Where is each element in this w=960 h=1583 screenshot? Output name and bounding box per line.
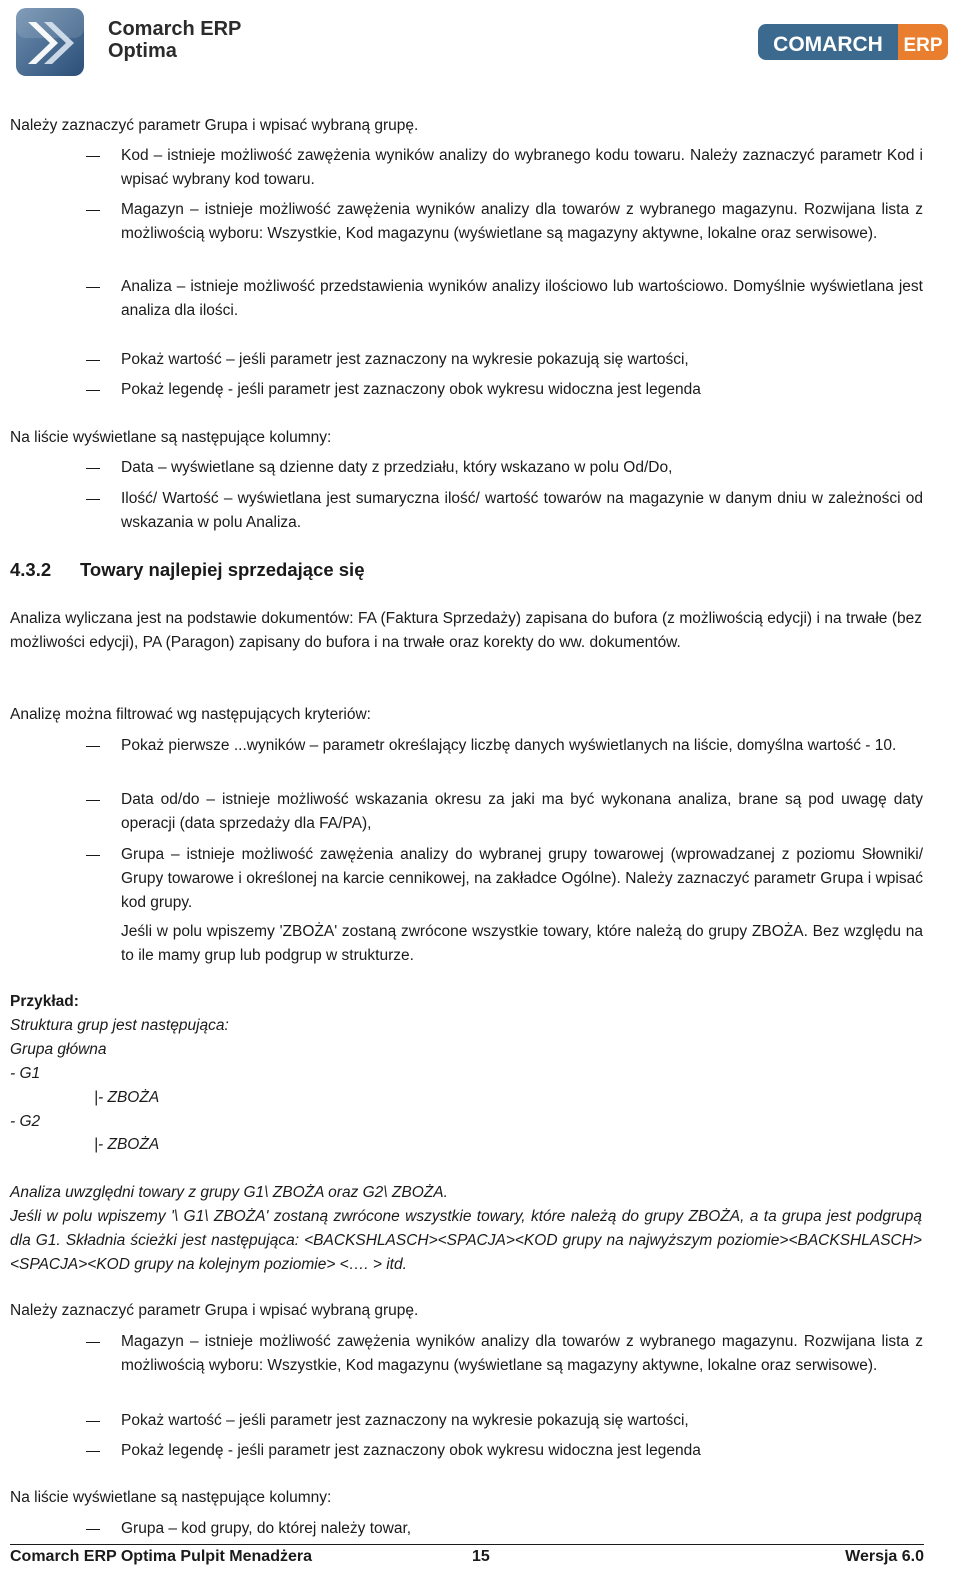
filter-item-grupa: Grupa – istnieje możliwość zawężenia analizy do wybranej grupy towarowej (wprowadzanej z poziomu Słowniki/ Grupy towarowe i określonej na karcie cennikowej, na zakładce Ogólne). Należy zaznaczyć parametr Grupa i wpisać kod grupy. <box>121 846 923 911</box>
example-line: |- ZBOŻA <box>94 1089 160 1106</box>
list-dash-icon <box>86 360 100 361</box>
list-dash-icon <box>86 1342 100 1343</box>
example-line: Struktura grup jest następująca: <box>10 1017 229 1034</box>
bottom-item-pokaz-wartosc: Pokaż wartość – jeśli parametr jest zaznaczony na wykresie pokazują się wartości, <box>121 1412 689 1429</box>
group-note: Jeśli w polu wpiszemy 'ZBOŻA' zostaną zwrócone wszystkie towary, które należą do grupy ZBOŻA. Bez względu na to ile mamy grup lub podgrup w strukturze. <box>121 923 923 964</box>
bottom-column-item-grupa: Grupa – kod grupy, do której należy towar, <box>121 1520 412 1537</box>
bottom-intro: Należy zaznaczyć parametr Grupa i wpisać wybraną grupę. <box>10 1302 419 1319</box>
list-dash-icon <box>86 855 100 856</box>
comarch-optima-logo-icon <box>14 6 88 80</box>
page-footer <box>10 1544 924 1570</box>
list-dash-icon <box>86 468 100 469</box>
section-heading <box>10 559 364 581</box>
product-name <box>108 18 241 62</box>
top-intro: Należy zaznaczyć parametr Grupa i wpisać wybraną grupę. <box>10 117 419 134</box>
section-title: Towary najlepiej sprzedające się <box>80 559 365 580</box>
column-item-ilosc-wartosc: Ilość/ Wartość – wyświetlana jest sumaryczna ilość/ wartość towarów na magazynie w danym dniu w zależności od wskazania w polu Analiza. <box>121 490 923 531</box>
example-result: Analiza uwzględni towary z grupy G1\ ZBOŻA oraz G2\ ZBOŻA. <box>10 1184 448 1201</box>
list-dash-icon <box>86 390 100 391</box>
list-dash-icon <box>86 1451 100 1452</box>
example-path-note: Jeśli w polu wpiszemy '\ G1\ ZBOŻA' zostaną zwrócone wszystkie towary, które należą do grupy ZBOŻA, a ta grupa jest podgrupą dla G1. Składnia ścieżki jest następująca: <BACKSHLASCH><SPACJA><KOD grupy na najwyższym poziomie><BACKSHLASCH><SPACJA><KOD grupy na kolejnym poziomie> <…. > itd. <box>10 1208 922 1273</box>
filter-item-data: Data od/do – istnieje możliwość wskazania okresu za jaki ma być wykonana analiza, brane są pod uwagę daty operacji (data sprzedaży dla FA/PA), <box>121 791 923 832</box>
list-item-pokaz-wartosc: Pokaż wartość – jeśli parametr jest zaznaczony na wykresie pokazują się wartości, <box>121 351 689 368</box>
section-intro: Analiza wyliczana jest na podstawie dokumentów: FA (Faktura Sprzedaży) zapisana do bufora (z możliwością edycji) i na trwałe (bez możliwości edycji), PA (Paragon) zapisany do bufora i na trwałe oraz korekty do ww. dokumentów. <box>10 610 922 651</box>
footer-page-number: 15 <box>472 1548 490 1565</box>
example-line: |- ZBOŻA <box>94 1136 160 1153</box>
filter-item-pokaz-pierwsze: Pokaż pierwsze ...wyników – parametr określający liczbę danych wyświetlanych na liście, domyślna wartość - 10. <box>121 737 897 754</box>
list-dash-icon <box>86 210 100 211</box>
list-dash-icon <box>86 287 100 288</box>
bottom-columns-intro: Na liście wyświetlane są następujące kolumny: <box>10 1489 332 1506</box>
list-dash-icon <box>86 156 100 157</box>
list-dash-icon <box>86 1529 100 1530</box>
list-item-pokaz-legende: Pokaż legendę - jeśli parametr jest zaznaczony obok wykresu widoczna jest legenda <box>121 381 701 398</box>
column-item-data: Data – wyświetlane są dzienne daty z przedziału, który wskazano w polu Od/Do, <box>121 459 673 476</box>
top-columns-intro: Na liście wyświetlane są następujące kolumny: <box>10 429 332 446</box>
section-number: 4.3.2 <box>10 559 52 580</box>
product-name-line1: Comarch ERP <box>108 18 242 40</box>
list-item-magazyn: Magazyn – istnieje możliwość zawężenia wyników analizy dla towarów z wybranego magazynu. Rozwijana lista z możliwością wyboru: Wszystkie, Kod magazynu (wyświetlane są magazyny aktywne, lokalne oraz serwisowe). <box>121 201 923 242</box>
footer-title: Comarch ERP Optima Pulpit Menadżera <box>10 1548 312 1565</box>
list-dash-icon <box>86 499 100 500</box>
example-line: - G1 <box>10 1065 41 1082</box>
example-line: Grupa główna <box>10 1041 107 1058</box>
footer-divider <box>10 1544 924 1545</box>
page-header <box>0 0 960 92</box>
example-label: Przykład: <box>10 993 79 1010</box>
brand-main-text: COMARCH <box>773 33 883 56</box>
product-name-line2: Optima <box>108 40 177 62</box>
footer-version: Wersja 6.0 <box>845 1548 924 1565</box>
list-dash-icon <box>86 746 100 747</box>
filter-intro: Analizę można filtrować wg następujących kryteriów: <box>10 706 371 723</box>
bottom-item-magazyn: Magazyn – istnieje możliwość zawężenia wyników analizy dla towarów z wybranego magazynu. Rozwijana lista z możliwością wyboru: Wszystkie, Kod magazynu (wyświetlane są magazyny aktywne, lokalne oraz serwisowe). <box>121 1333 923 1374</box>
comarch-erp-brand-logo <box>758 22 948 62</box>
list-dash-icon <box>86 1421 100 1422</box>
list-item-kod: Kod – istnieje możliwość zawężenia wyników analizy do wybranego kodu towaru. Należy zaznaczyć parametr Kod i wpisać wybrany kod towaru. <box>121 147 923 188</box>
bottom-item-pokaz-legende: Pokaż legendę - jeśli parametr jest zaznaczony obok wykresu widoczna jest legenda <box>121 1442 701 1459</box>
list-dash-icon <box>86 800 100 801</box>
list-item-analiza: Analiza – istnieje możliwość przedstawienia wyników analizy ilościowo lub wartościowo. Domyślnie wyświetlana jest analiza dla ilości. <box>121 278 923 319</box>
example-line: - G2 <box>10 1113 41 1130</box>
brand-suffix-text: ERP <box>903 35 943 56</box>
